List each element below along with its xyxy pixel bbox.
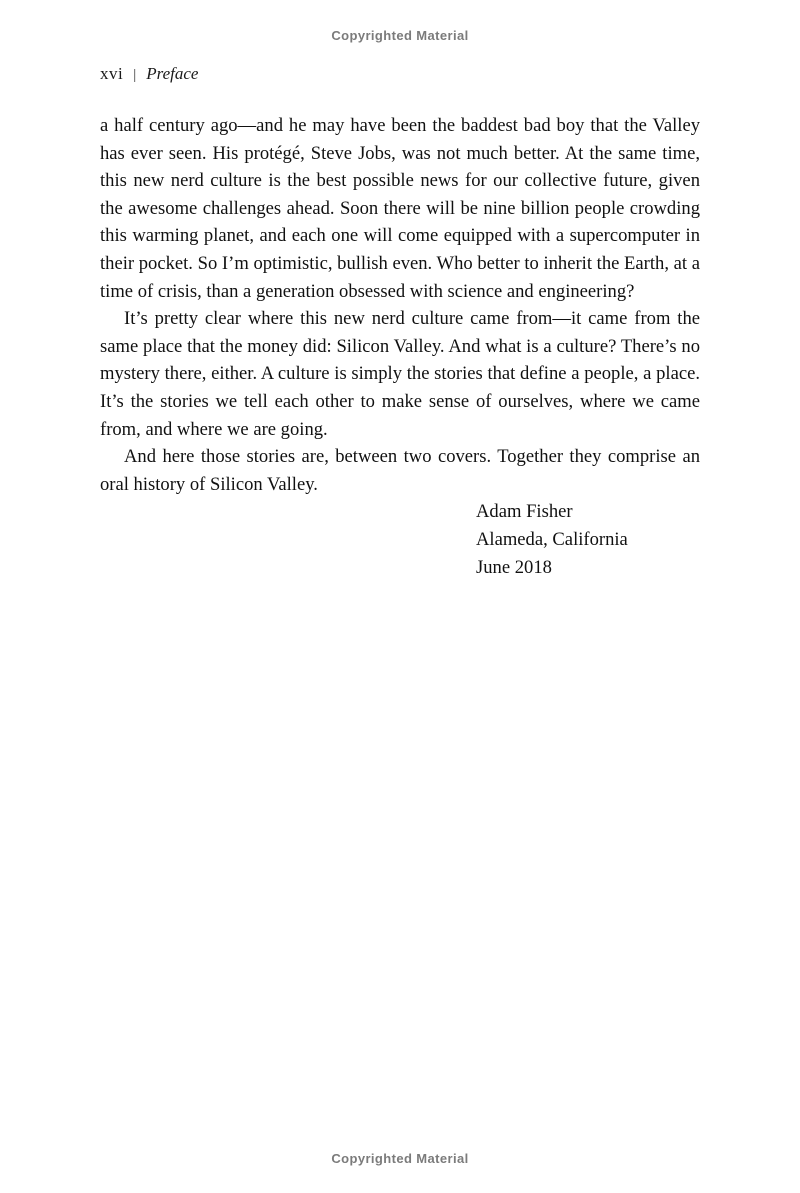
paragraph-nerd-culture: It’s pretty clear where this new nerd culture came from—it came from the same place that the money did: Silicon Valley. And what is a culture? There’s no mystery there, either. A culture is simply the stories that define a people, a place. It’s the stories we tell each other to make sense of ourselves, where we came from, and where we are going.	[100, 308, 700, 440]
signature-date: June 2018	[476, 556, 552, 578]
running-header	[100, 64, 198, 84]
copyright-notice-bottom: Copyrighted Material	[331, 1151, 469, 1166]
author-name: Adam Fisher	[476, 501, 573, 523]
page-number: xvi	[100, 64, 124, 83]
paragraph-closing: And here those stories are, between two covers. Together they comprise an oral history of Silicon Valley.	[100, 446, 700, 495]
copyright-notice-top: Copyrighted Material	[331, 28, 469, 43]
paragraph-continuation: a half century ago—and he may have been the baddest bad boy that the Valley has ever seen. His protégé, Steve Jobs, was not much better. At the same time, this new nerd culture is the best possible news for our collective future, given the awesome challenges ahead. Soon there will be nine billion people crowding this warming planet, and each one will come equipped with a supercomputer in their pocket. So I’m optimistic, bullish even. Who better to inherit the Earth, at a time of crisis, than a generation obsessed with science and engineering?	[100, 115, 700, 302]
section-title: Preface	[146, 64, 199, 83]
author-signature-block	[476, 498, 700, 581]
author-location: Alameda, California	[476, 528, 628, 550]
header-separator: |	[133, 67, 137, 83]
body-text	[100, 112, 700, 581]
